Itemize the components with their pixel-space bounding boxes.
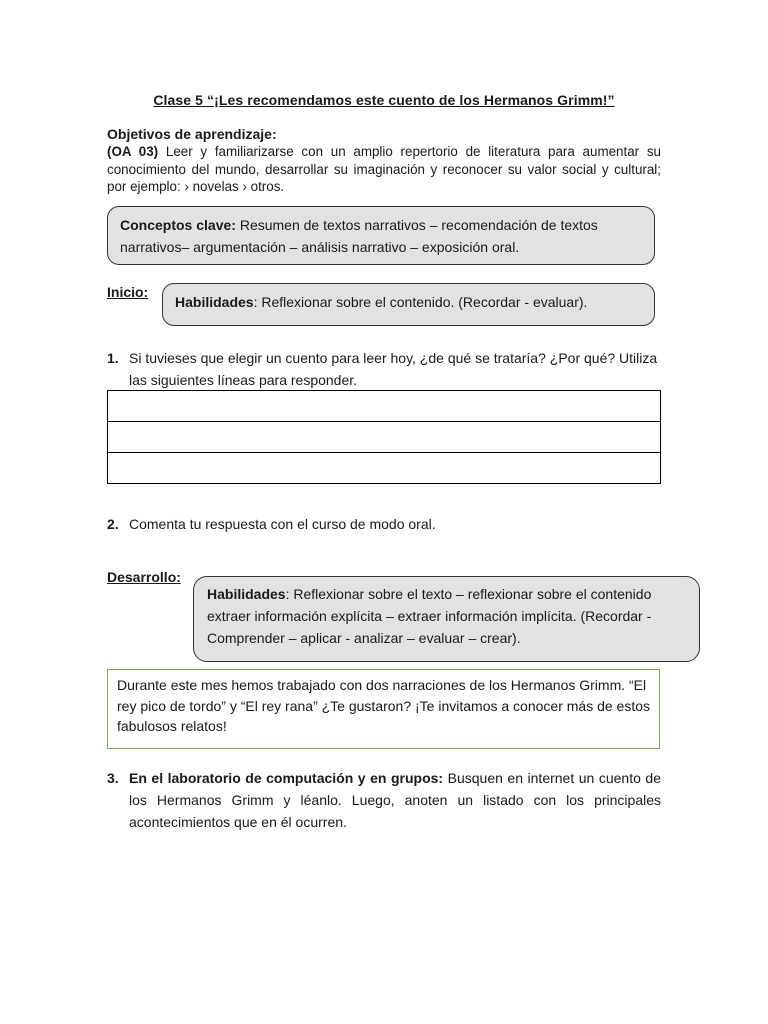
answer-line-1[interactable] [108,391,660,422]
inicio-skills-label: Habilidades [175,294,254,310]
key-concepts-label: Conceptos clave: [120,217,236,233]
question-1 [107,347,661,391]
question-1-text: Si tuvieses que elegir un cuento para leer hoy, ¿de qué se trataría? ¿Por qué? Utiliza las siguientes líneas para responder. [129,350,658,388]
objectives-heading: Objetivos de aprendizaje: [107,126,277,142]
desarrollo-skills-text: : Reflexionar sobre el texto – reflexionar sobre el contenido extraer información explícita – extraer información implícita. (Recordar - Comprender – aplicar - analizar – evaluar – crear). [207,586,652,646]
page-title: Clase 5 “¡Les recomendamos este cuento de los Hermanos Grimm!” [153,92,615,108]
inicio-label: Inicio: [107,284,149,300]
answer-line-3[interactable] [108,453,660,483]
inicio-skills-box [162,283,655,326]
question-2-number: 2. [107,516,119,532]
question-3-text [107,767,661,833]
key-concepts-text: Resumen de textos narrativos – recomendación de textos narrativos– argumentación – análisis narrativo – exposición oral. [120,217,598,255]
desarrollo-skills-box [193,576,700,662]
objectives-code: (OA 03) [107,144,159,159]
inicio-skills-text: : Reflexionar sobre el contenido. (Recordar - evaluar). [253,294,588,310]
desarrollo-label: Desarrollo: [107,569,181,585]
question-3-bold: En el laboratorio de computación y en grupos: [129,770,444,786]
intro-box: Durante este mes hemos trabajado con dos narraciones de los Hermanos Grimm. “El rey pico de tordo” y “El rey rana” ¿Te gustaron? ¡Te invitamos a conocer más de estos fabulosos relatos! [107,669,660,749]
question-3-number: 3. [107,770,119,786]
objectives-text: Leer y familiarizarse con un amplio repertorio de literatura para aumentar su conocimiento del mundo, desarrollar su imaginación y reconocer su valor social y cultural; por ejemplo: › novelas › otros. [107,144,662,194]
question-3-body: Busquen en internet un cuento de los Hermanos Grimm y léanlo. Luego, anoten un listado con los principales acontecimientos que en él ocurren. [129,770,661,830]
question-2 [107,513,661,535]
question-2-text: Comenta tu respuesta con el curso de modo oral. [129,516,436,532]
answer-line-2[interactable] [108,422,660,453]
desarrollo-skills-label: Habilidades [207,586,286,602]
question-3 [107,767,661,833]
answer-lines [107,390,661,484]
question-1-number: 1. [107,350,119,366]
key-concepts-box [107,206,655,265]
objectives-paragraph [107,143,661,196]
